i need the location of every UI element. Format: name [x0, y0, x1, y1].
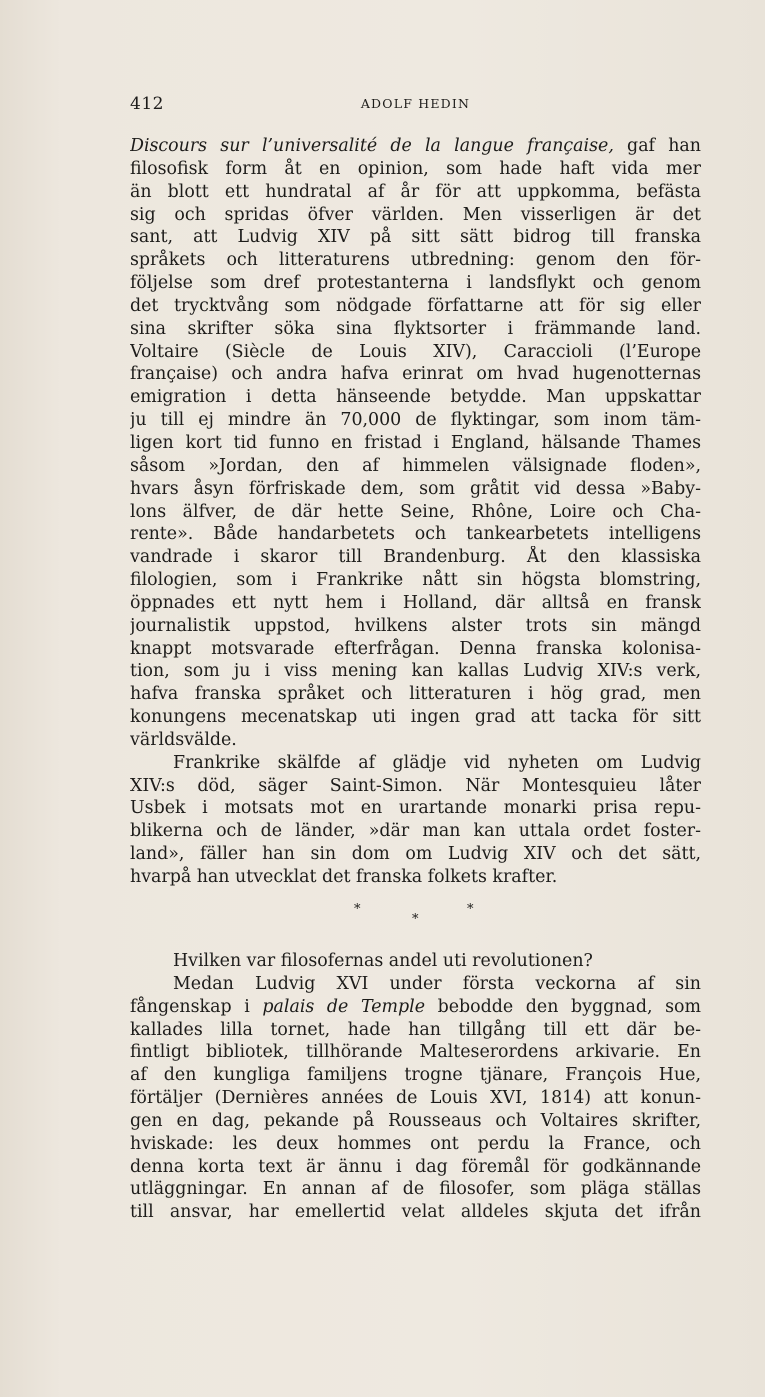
text-line: tion, som ju i viss mening kan kallas Ludvig XIV:s verk,	[130, 661, 701, 682]
text-line: af den kungliga familjens trogne tjänare, François Hue,	[130, 1065, 701, 1086]
text-line: Voltaire (Siècle de Louis XIV), Caraccioli (l’Europe	[130, 341, 701, 362]
text-line: journalistik uppstod, hvilkens alster trots sin mängd	[130, 615, 701, 636]
text-line: språkets och litteraturens utbredning: genom den för-	[130, 250, 701, 271]
text-line: utläggningar. En annan af de filosofer, som pläga ställas	[130, 1179, 701, 1200]
text-line: hviskade: les deux hommes ont perdu la France, och	[130, 1133, 701, 1154]
text-line: ligen kort tid funno en fristad i England, hälsande Thames	[130, 432, 701, 453]
text-line: till ansvar, har emellertid velat alldeles skjuta det ifrån	[130, 1202, 701, 1223]
text-line: land», fäller han sin dom om Ludvig XIV och det sätt,	[130, 844, 701, 865]
page-header	[130, 94, 701, 116]
page-number: 412	[130, 94, 164, 114]
text-line: kallades lilla tornet, hade han tillgång till ett där be-	[130, 1019, 701, 1040]
text-line: fintligt bibliotek, tillhörande Malteserordens arkivarie. En	[130, 1042, 701, 1063]
text-line: emigration i detta hänseende betydde. Man uppskattar	[130, 387, 701, 408]
text-line: Discours sur l’universalité de la langue française, gaf han	[130, 136, 701, 156]
text-line: Usbek i motsats mot en urartande monarki prisa repu-	[130, 798, 701, 819]
section-1-text	[130, 135, 701, 889]
text-line: française) och andra hafva erinrat om hvad hugenotternas	[130, 364, 701, 385]
text-line: gen en dag, pekande på Rousseaus och Voltaires skrifter,	[130, 1110, 701, 1131]
text-line: sig och spridas öfver världen. Men visserligen är det	[130, 204, 701, 225]
text-line: Medan Ludvig XVI under första veckorna af sin	[173, 973, 701, 994]
text-line: följelse som dref protestanterna i landsflykt och genom	[130, 273, 701, 294]
text-line: filologien, som i Frankrike nått sin högsta blomstring,	[130, 570, 701, 591]
text-line: världsvälde.	[130, 729, 237, 750]
text-line: sant, att Ludvig XIV på sitt sätt bidrog till franska	[130, 227, 701, 248]
text-line: såsom »Jordan, den af himmelen välsignade floden»,	[130, 455, 701, 476]
text-line: XIV:s död, säger Saint-Simon. När Montesquieu låter	[130, 775, 701, 796]
text-line: förtäljer (Dernières années de Louis XVI, 1814) att konun-	[130, 1088, 701, 1109]
text-line: blikerna och de länder, »där man kan uttala ordet foster-	[130, 821, 701, 842]
text-line: lons älfver, de där hette Seine, Rhône, Loire och Cha-	[130, 501, 701, 522]
text-line: fångenskap i palais de Temple bebodde den byggnad, som	[130, 996, 701, 1017]
separator-star: *	[467, 902, 474, 917]
section-separator	[130, 902, 701, 928]
text-line: rente». Både handarbetets och tankearbetets intelligens	[130, 524, 701, 545]
running-title: ADOLF HEDIN	[360, 96, 471, 111]
text-line: öppnades ett nytt hem i Holland, där alltså en fransk	[130, 592, 701, 613]
text-line: filosofisk form åt en opinion, som hade haft vida mer	[130, 158, 701, 179]
text-line: konungens mecenatskap uti ingen grad att tacka för sitt	[130, 707, 701, 728]
text-line: hvars åsyn förfriskade dem, som gråtit vid dessa »Baby-	[130, 478, 701, 499]
text-line: vandrade i skaror till Brandenburg. Åt den klassiska	[130, 547, 701, 568]
text-line: sina skrifter söka sina flyktsorter i främmande land.	[130, 318, 701, 339]
text-line: än blott ett hundratal af år för att uppkomma, befästa	[130, 181, 701, 202]
text-line: hvarpå han utvecklat det franska folkets krafter.	[130, 867, 558, 887]
text-line: denna korta text är ännu i dag föremål för godkännande	[130, 1156, 701, 1177]
text-line: knappt motsvarade efterfrågan. Denna franska kolonisa-	[130, 638, 701, 659]
text-line: det trycktvång som nödgade författarne att för sig eller	[130, 295, 701, 316]
text-line: hafva franska språket och litteraturen i hög grad, men	[130, 684, 701, 705]
text-line: Frankrike skälfde af glädje vid nyheten om Ludvig	[173, 752, 701, 773]
text-line: Hvilken var filosofernas andel uti revolutionen?	[173, 951, 593, 971]
separator-star: *	[354, 902, 361, 917]
separator-star: *	[412, 912, 419, 927]
section-2-text	[130, 950, 701, 1224]
text-line: ju till ej mindre än 70,000 de flyktingar, som inom täm-	[130, 410, 701, 431]
